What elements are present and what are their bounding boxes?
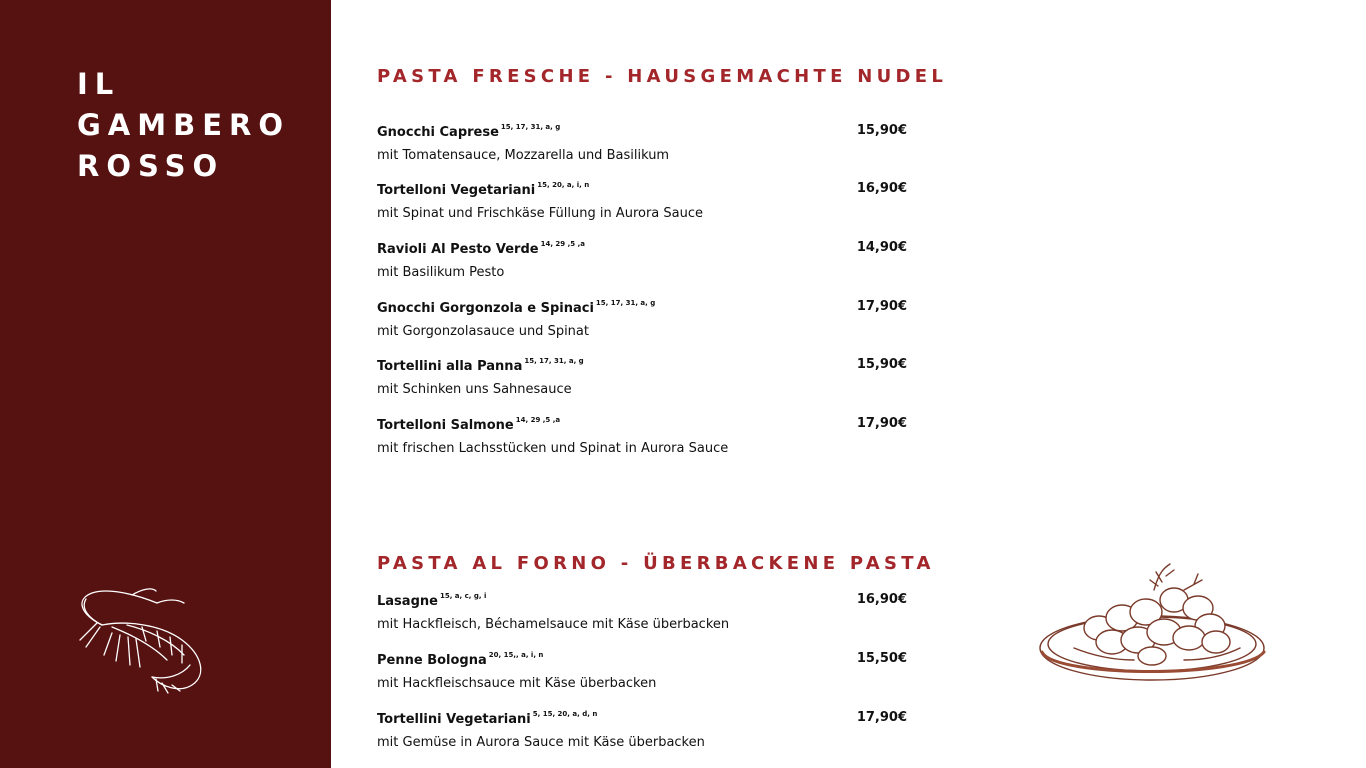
menu-item <box>377 710 907 760</box>
allergen-codes: 5, 15, 20, a, d, n <box>532 710 598 718</box>
sidebar <box>0 0 331 768</box>
shrimp-icon <box>72 585 212 695</box>
menu-item <box>377 357 907 407</box>
item-price: 17,90€ <box>856 299 907 314</box>
allergen-codes: 15, 17, 31, a, g <box>595 299 656 307</box>
menu-item <box>377 240 907 290</box>
item-description: mit Tomatensauce, Mozzarella und Basilikum <box>377 148 670 163</box>
item-description: mit Basilikum Pesto <box>377 265 505 280</box>
restaurant-name <box>77 64 290 187</box>
item-description: mit Hackfleischsauce mit Käse überbacken <box>377 676 657 691</box>
brand-line-2: GAMBERO <box>77 108 291 142</box>
item-description: mit Gemüse in Aurora Sauce mit Käse überbacken <box>377 735 705 750</box>
item-price: 17,90€ <box>856 710 907 725</box>
menu-item <box>377 181 907 231</box>
item-name: Tortelloni Salmone $^{14, 29 ,5 ,a}$ <box>377 416 561 433</box>
brand-line-3: ROSSO <box>77 149 225 183</box>
gnocchi-plate-icon <box>1034 560 1270 690</box>
item-name: Tortellini alla Panna $^{15, 17, 31, a, g}$ <box>377 357 584 374</box>
item-price: 16,90€ <box>856 181 907 196</box>
item-name: Penne Bologna $^{20, 15,, a, i, n}$ <box>377 651 544 668</box>
brand-line-1: IL <box>77 67 121 101</box>
item-description: mit frischen Lachsstücken und Spinat in Aurora Sauce <box>377 441 729 456</box>
item-name: Lasagne $^{15, a, c, g, i}$ <box>377 592 487 609</box>
item-price: 16,90€ <box>856 592 907 607</box>
item-name: Ravioli Al Pesto Verde $^{14, 29 ,5 ,a}$ <box>377 240 585 257</box>
menu-item <box>377 651 907 701</box>
menu-item <box>377 299 907 349</box>
allergen-codes: 14, 29 ,5 ,a <box>515 416 561 424</box>
item-price: 15,50€ <box>856 651 907 666</box>
item-price: 14,90€ <box>856 240 907 255</box>
allergen-codes: 14, 29 ,5 ,a <box>540 240 585 248</box>
menu-item <box>377 123 907 173</box>
allergen-codes: 15, a, c, g, i <box>439 592 487 600</box>
item-description: mit Schinken uns Sahnesauce <box>377 382 572 397</box>
item-name: Tortellini Vegetariani $^{5, 15, 20, a, d, n}$ <box>377 710 598 727</box>
menu-item <box>377 592 907 642</box>
item-name: Gnocchi Gorgonzola e Spinaci $^{15, 17, 31, a, g}$ <box>377 299 656 316</box>
item-description: mit Gorgonzolasauce und Spinat <box>377 324 589 339</box>
allergen-codes: 15, 20, a, i, n <box>537 181 590 189</box>
allergen-codes: 20, 15,, a, i, n <box>488 651 544 659</box>
item-price: 15,90€ <box>856 123 907 138</box>
section-title-pasta-al-forno: PASTA AL FORNO - ÜBERBACKENE PASTA <box>377 553 935 574</box>
item-description: mit Hackfleisch, Béchamelsauce mit Käse überbacken <box>377 617 730 632</box>
allergen-codes: 15, 17, 31, a, g <box>500 123 561 131</box>
item-description: mit Spinat und Frischkäse Füllung in Aurora Sauce <box>377 206 704 221</box>
item-name: Tortelloni Vegetariani $^{15, 20, a, i, n}$ <box>377 181 590 198</box>
item-price: 15,90€ <box>856 357 907 372</box>
allergen-codes: 15, 17, 31, a, g <box>524 357 584 365</box>
item-price: 17,90€ <box>856 416 907 431</box>
item-name: Gnocchi Caprese $^{15, 17, 31, a, g}$ <box>377 123 561 140</box>
menu-item <box>377 416 907 466</box>
section-title-pasta-fresche: PASTA FRESCHE - HAUSGEMACHTE NUDEL <box>377 66 948 87</box>
